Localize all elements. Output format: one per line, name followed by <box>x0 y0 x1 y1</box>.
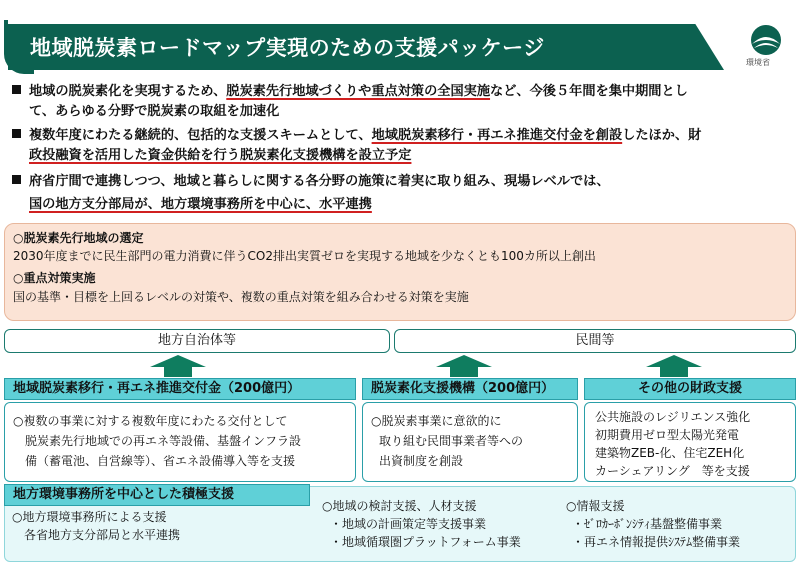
bullet-1-line-2: て、あらゆる分野で脱炭素の取組を加速化 <box>29 104 280 119</box>
agency-line-2: 取り組む民間事業者等への <box>379 434 524 448</box>
grant-line-1: ○複数の事業に対する複数年度にわたる交付として <box>13 414 288 428</box>
other-line-3: 建築物ZEB-化、住宅ZEH化 <box>595 446 745 460</box>
bullet-2-text-a: 複数年度にわたる継続的、包括的な支援スキームとして、 <box>29 128 372 143</box>
arrow-up-icon <box>436 355 492 377</box>
grant-panel <box>4 402 356 482</box>
bullet-item-2 <box>12 126 792 166</box>
bullet-item-3 <box>12 172 792 215</box>
grant-line-3: 備（蓄電池、自営線等）、省エネ設備導入等を支援 <box>25 454 296 468</box>
regional-support-header: 地方環境事務所を中心とした積極支援 <box>4 484 310 506</box>
bullet-square-icon <box>12 85 21 94</box>
target-private-sector: 民間等 <box>394 329 796 353</box>
review-item-2: ・地域循環圏プラットフォーム事業 <box>330 535 521 549</box>
target-local-governments: 地方自治体等 <box>4 329 390 353</box>
target-goals-panel <box>4 223 796 321</box>
bullet-3-line-1: 府省庁間で連携しつつ、地域と暮らしに関する各分野の施策に着実に取り組み、現場レベルでは、 <box>29 174 610 189</box>
arrow-up-icon <box>646 355 702 377</box>
other-line-4: カーシェアリング 等を支援 <box>595 464 750 478</box>
grant-header: 地域脱炭素移行・再エネ推進交付金（200億円） <box>4 378 356 400</box>
bullet-item-1 <box>12 82 792 122</box>
goal-2-heading: ○重点対策実施 <box>13 271 96 285</box>
ministry-logo-text: 環境省 <box>746 58 770 67</box>
bullet-2-text-c: したほか、財 <box>622 128 702 143</box>
other-line-2: 初期費用ゼロ型太陽光発電 <box>595 428 740 442</box>
review-heading: ○地域の検討支援、人材支援 <box>322 499 477 513</box>
bullet-1-highlight: 脱炭素先行地域づくりや重点対策の全国実施 <box>226 84 491 99</box>
regional-line-1: ○地方環境事務所による支援 <box>12 510 167 524</box>
agency-panel <box>362 402 578 482</box>
bullet-3-highlight: 国の地方支分部局が、地方環境事務所を中心に、水平連携 <box>29 197 372 212</box>
info-item-1: ・ｾﾞﾛｶｰﾎﾞﾝｼﾃｨ基盤整備事業 <box>572 517 723 531</box>
bullet-square-icon <box>12 129 21 138</box>
other-support-header: その他の財政支援 <box>584 378 796 400</box>
bullet-square-icon <box>12 175 21 184</box>
bullet-2-highlight: 地域脱炭素移行・再エネ推進交付金を創設 <box>371 128 623 143</box>
bullet-2-line-2: 政投融資を活用した資金供給を行う脱炭素化支援機構を設立予定 <box>29 148 412 163</box>
other-support-panel <box>584 402 796 482</box>
other-line-1: 公共施設のレジリエンス強化 <box>595 410 751 424</box>
agency-line-3: 出資制度を創設 <box>379 454 464 468</box>
goal-2-text: 国の基準・目標を上回るレベルの対策や、複数の重点対策を組み合わせる対策を実施 <box>13 290 469 304</box>
arrow-up-icon <box>150 355 206 377</box>
goal-1-heading: ○脱炭素先行地域の選定 <box>13 231 144 245</box>
agency-header: 脱炭素化支援機構（200億円） <box>362 378 578 400</box>
bullet-1-text-c: など、今後５年間を集中期間とし <box>490 84 688 99</box>
review-item-1: ・地域の計画策定等支援事業 <box>330 517 487 531</box>
info-item-2: ・再エネ情報提供ｼｽﾃﾑ整備事業 <box>572 535 741 549</box>
agency-line-1: ○脱炭素事業に意欲的に <box>371 414 502 428</box>
goal-1-text: 2030年度までに民生部門の電力消費に伴うCO2排出実質ゼロを実現する地域を少なくとも100カ所以上創出 <box>13 249 596 263</box>
grant-line-2: 脱炭素先行地域での再エネ等設備、基盤インフラ設 <box>25 434 302 448</box>
page-title: 地域脱炭素ロードマップ実現のための支援パッケージ <box>30 36 545 60</box>
bullet-1-text-a: 地域の脱炭素化を実現するため、 <box>29 84 227 99</box>
info-heading: ○情報支援 <box>566 499 625 513</box>
page-header <box>0 0 800 72</box>
regional-line-2: 各省地方支分部局と水平連携 <box>24 528 181 542</box>
